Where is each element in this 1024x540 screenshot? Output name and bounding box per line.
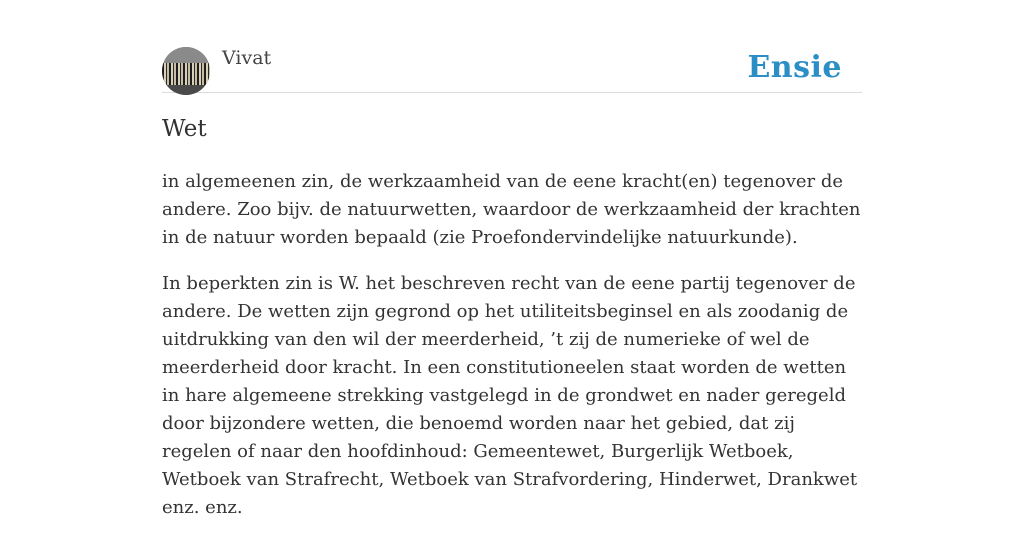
author-name[interactable]: Vivat: [222, 47, 272, 69]
article-paragraph: in algemeenen zin, de werkzaamheid van de eene kracht(en) tegenover de andere. Zoo bijv. de natuurwetten, waardoor de werkzaamheid der krachten in de natuur worden bepaald (zie Proefondervindelijke natuurkunde).: [162, 171, 861, 248]
author-avatar[interactable]: [162, 47, 210, 95]
bookshelf-image: [162, 63, 210, 85]
article-paragraph: In beperkten zin is W. het beschreven recht van de eene partij tegenover de andere. De wetten zijn gegrond op het utiliteitsbeginsel en als zoodanig de uitdrukking van den wil der meerderheid, ’t zij de numerieke of wel de meerderheid door kracht. In een constitutioneelen staat worden de wetten in hare algemeene strekking vastgelegd in de grondwet en nader geregeld door bijzondere wetten, die benoemd worden naar het gebied, dat zij regelen of naar den hoofdinhoud: Gemeentewet, Burgerlijk Wetboek, Wetboek van Strafrecht, Wetboek van Strafvordering, Hinderwet, Drankwet enz. enz.: [162, 273, 858, 518]
article-body: [162, 168, 866, 540]
brand-logo[interactable]: Ensie: [747, 50, 842, 85]
avatar-shelf: [162, 85, 210, 95]
avatar-background: [162, 47, 210, 63]
page-header: [162, 46, 862, 93]
article-title: Wet: [162, 116, 207, 142]
